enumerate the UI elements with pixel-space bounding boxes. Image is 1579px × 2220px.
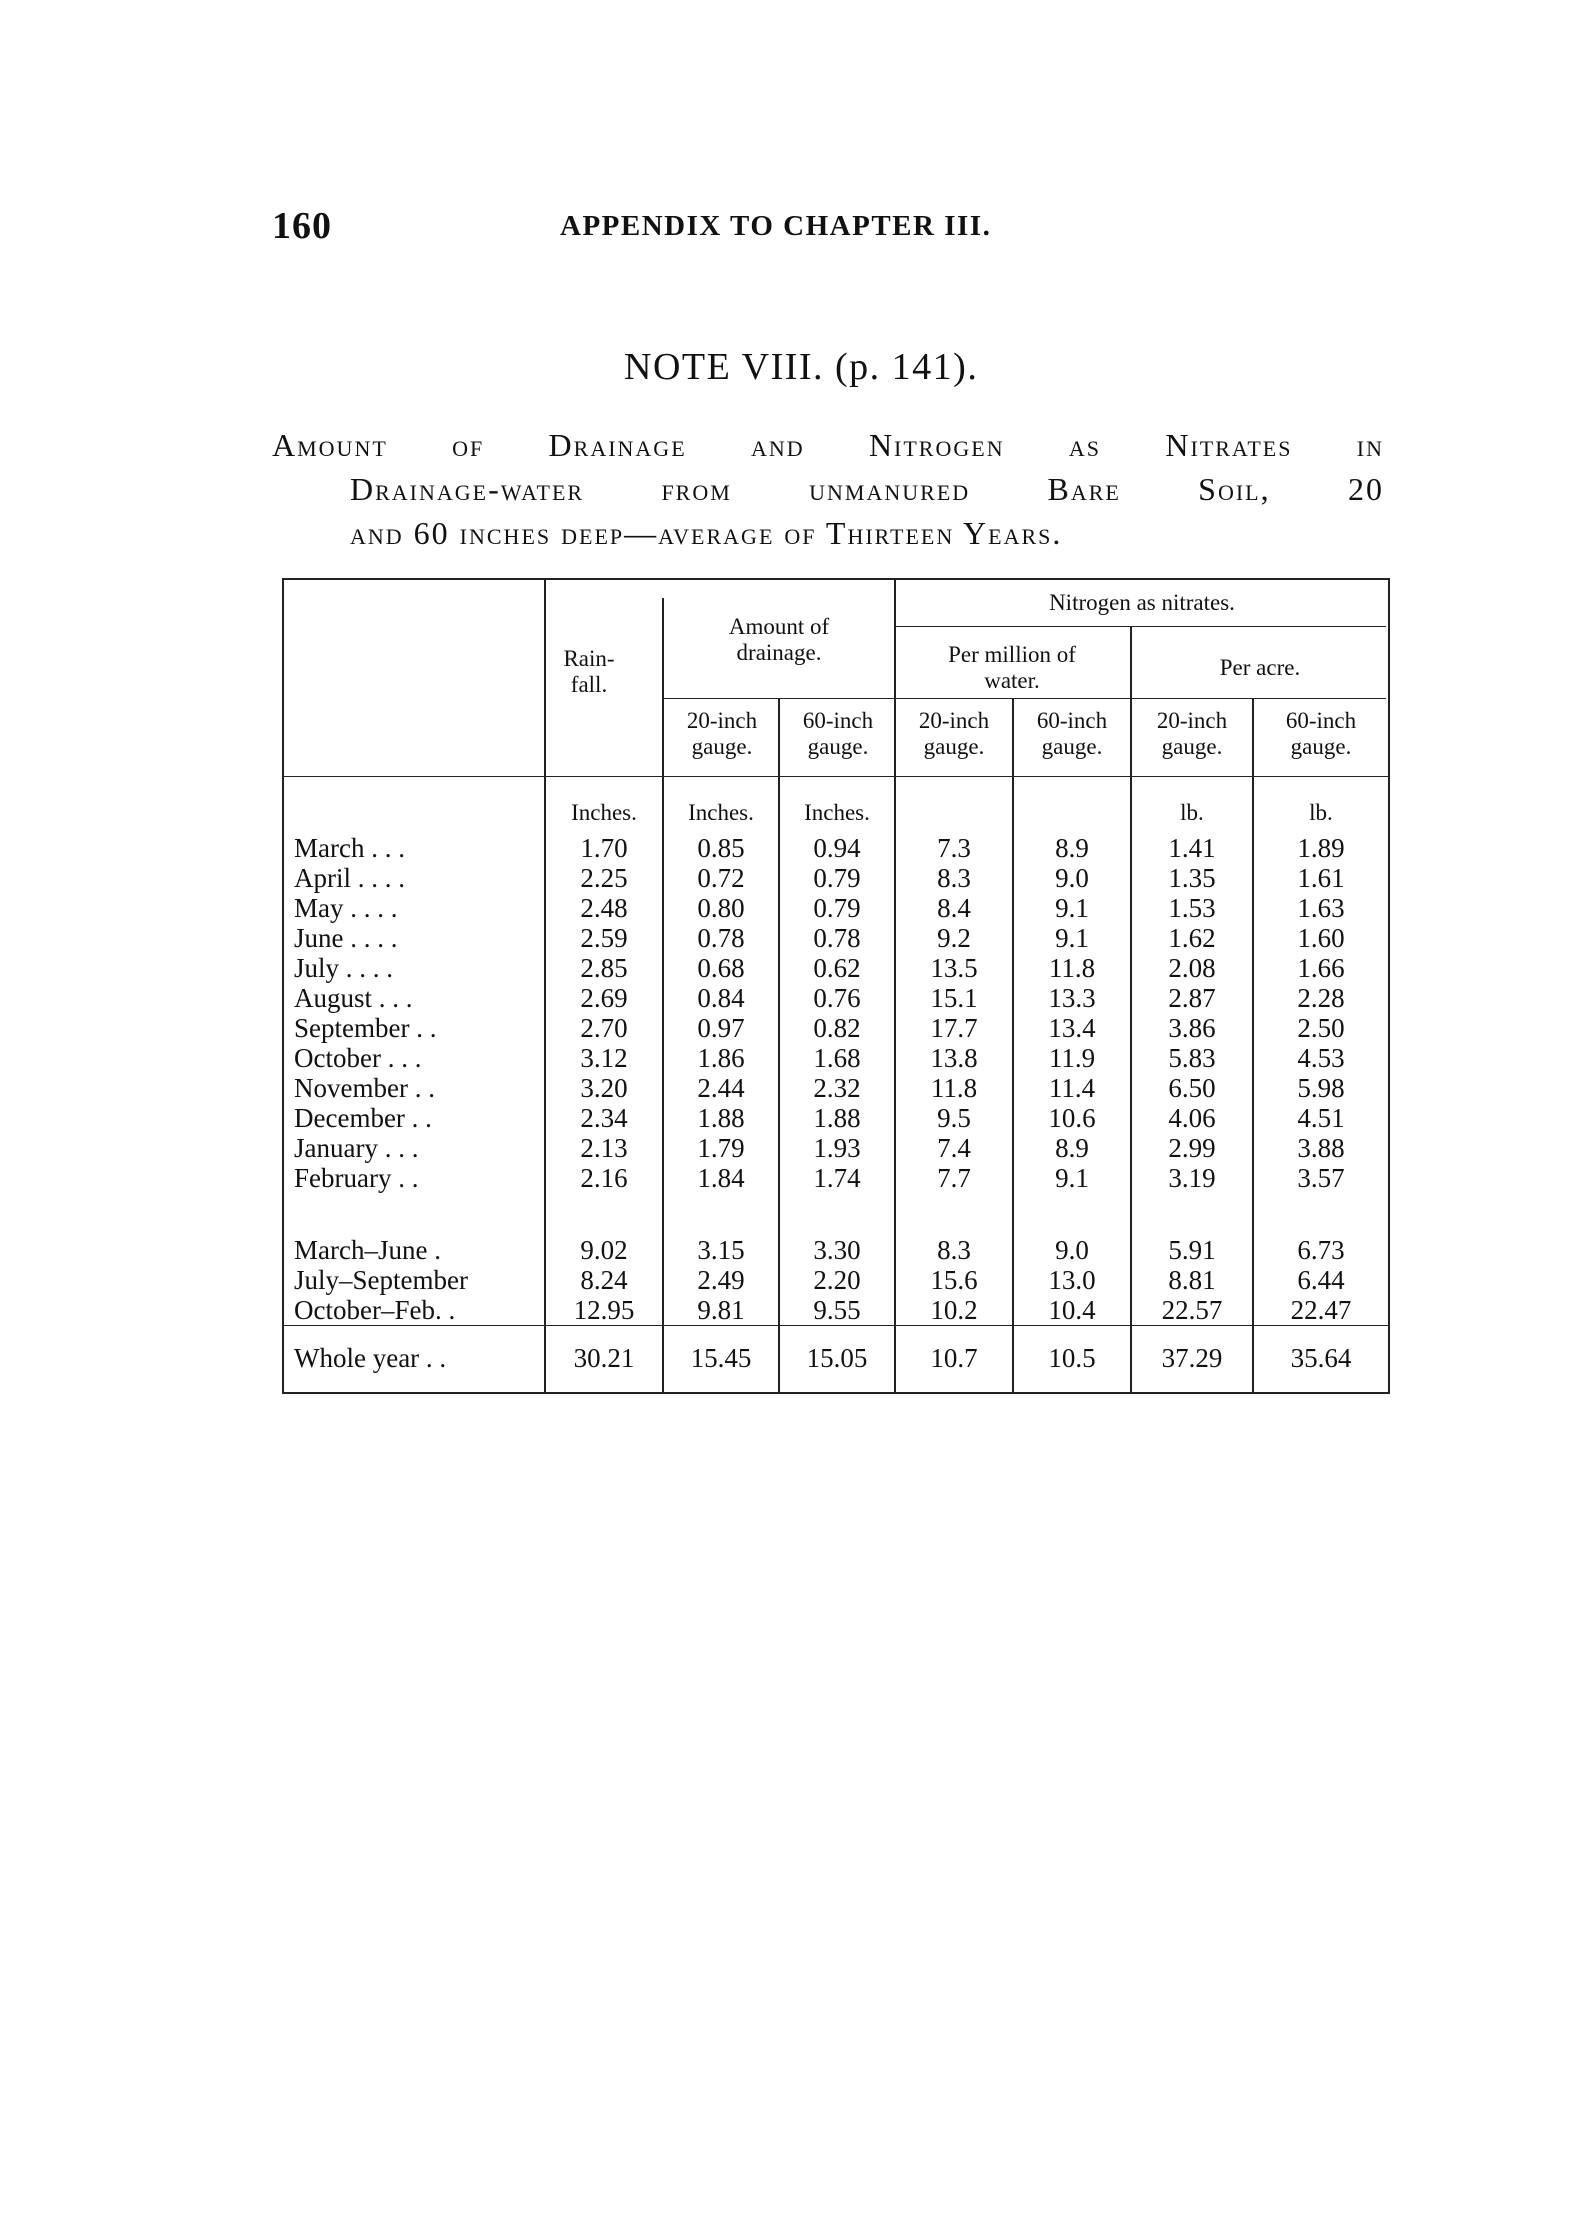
nitrogen-subheader-rule	[894, 626, 1386, 627]
header-acre-60: 60-inch gauge.	[1285, 708, 1357, 759]
row-label: January . . .	[294, 1133, 419, 1163]
cell-a60: 6.73	[1297, 1235, 1345, 1265]
heading-word: 20	[1347, 471, 1384, 507]
cell-d20: 1.88	[697, 1103, 745, 1133]
cell-a60: 3.88	[1297, 1133, 1345, 1163]
cell-d60: 0.76	[813, 983, 861, 1013]
cell-a20: 1.53	[1168, 893, 1216, 923]
cell-a20: 6.50	[1168, 1073, 1216, 1103]
cell-d60: 15.05	[806, 1343, 868, 1373]
row-label: May . . . .	[294, 893, 398, 923]
cell-m60: 9.1	[1055, 893, 1089, 923]
heading-word: Amount	[272, 427, 388, 463]
cell-a20: 3.19	[1168, 1163, 1216, 1193]
cell-d20: 0.97	[697, 1013, 745, 1043]
cell-m60: 9.0	[1055, 1235, 1089, 1265]
cell-rain: 3.12	[580, 1043, 628, 1073]
heading-line-1	[272, 423, 1384, 467]
row-label: March . . .	[294, 833, 405, 863]
heading-word: Soil,	[1198, 471, 1271, 507]
cell-d60: 9.55	[813, 1295, 861, 1325]
cell-m60: 9.0	[1055, 863, 1089, 893]
cell-d20: 0.72	[697, 863, 745, 893]
cell-rain: 8.24	[580, 1265, 628, 1295]
heading-word: Drainage	[548, 427, 687, 463]
cell-a20: 2.87	[1168, 983, 1216, 1013]
cell-m20: 10.7	[930, 1343, 978, 1373]
header-nitrogen: Nitrogen as nitrates.	[1049, 590, 1235, 615]
table-row	[282, 983, 1390, 1013]
cell-m20: 7.7	[937, 1163, 971, 1193]
table-row	[282, 1163, 1390, 1193]
data-table	[282, 578, 1390, 1404]
table-row	[282, 1343, 1390, 1373]
cell-a60: 1.63	[1297, 893, 1345, 923]
row-label: October . . .	[294, 1043, 422, 1073]
unit-acre60: lb.	[1309, 800, 1333, 825]
cell-m60: 11.4	[1048, 1073, 1096, 1103]
cell-a20: 5.91	[1168, 1235, 1216, 1265]
cell-a60: 4.53	[1297, 1043, 1345, 1073]
cell-m60: 11.9	[1048, 1043, 1096, 1073]
heading-word: and	[750, 427, 805, 463]
cell-d20: 2.49	[697, 1265, 745, 1295]
cell-a60: 4.51	[1297, 1103, 1345, 1133]
cell-d60: 0.78	[813, 923, 861, 953]
table-row	[282, 953, 1390, 983]
unit-drain60: Inches.	[804, 800, 870, 825]
cell-d20: 1.79	[697, 1133, 745, 1163]
table-row	[282, 1295, 1390, 1325]
cell-d60: 3.30	[813, 1235, 861, 1265]
heading-word: Nitrogen	[868, 427, 1005, 463]
heading-word: Bare	[1047, 471, 1121, 507]
cell-m60: 8.9	[1055, 1133, 1089, 1163]
cell-d60: 1.88	[813, 1103, 861, 1133]
cell-m60: 13.0	[1048, 1265, 1096, 1295]
row-label: September . .	[294, 1013, 437, 1043]
cell-rain: 2.48	[580, 893, 628, 923]
heading-word: of	[452, 427, 485, 463]
header-drain-60: 60-inch gauge.	[802, 708, 874, 759]
cell-d60: 0.94	[813, 833, 861, 863]
header-drainage: Amount of drainage.	[728, 614, 830, 665]
cell-d60: 0.82	[813, 1013, 861, 1043]
cell-d20: 1.86	[697, 1043, 745, 1073]
cell-d60: 2.20	[813, 1265, 861, 1295]
cell-m20: 13.8	[930, 1043, 978, 1073]
cell-d20: 0.85	[697, 833, 745, 863]
cell-m20: 17.7	[930, 1013, 978, 1043]
cell-m60: 9.1	[1055, 923, 1089, 953]
cell-a60: 5.98	[1297, 1073, 1345, 1103]
unit-acre20: lb.	[1180, 800, 1204, 825]
unit-drain20: Inches.	[688, 800, 754, 825]
table-row	[282, 893, 1390, 923]
page-number: 160	[272, 205, 332, 247]
cell-a20: 3.86	[1168, 1013, 1216, 1043]
heading-line-2	[272, 467, 1384, 511]
cell-rain: 2.13	[580, 1133, 628, 1163]
row-label: June . . . .	[294, 923, 398, 953]
cell-m60: 10.6	[1048, 1103, 1096, 1133]
table-row	[282, 1043, 1390, 1073]
cell-a60: 2.50	[1297, 1013, 1345, 1043]
header-mill-20: 20-inch gauge.	[918, 708, 990, 759]
cell-a20: 2.08	[1168, 953, 1216, 983]
cell-d60: 0.79	[813, 863, 861, 893]
cell-d60: 2.32	[813, 1073, 861, 1103]
cell-m20: 13.5	[930, 953, 978, 983]
row-label: December . .	[294, 1103, 432, 1133]
heading-word: Drainage-water	[350, 471, 585, 507]
cell-m20: 11.8	[930, 1073, 978, 1103]
cell-a20: 2.99	[1168, 1133, 1216, 1163]
cell-d20: 1.84	[697, 1163, 745, 1193]
note-title: NOTE VIII. (p. 141).	[624, 346, 979, 388]
cell-a20: 37.29	[1161, 1343, 1223, 1373]
cell-m60: 13.4	[1048, 1013, 1096, 1043]
header-bottom-rule	[282, 776, 1390, 777]
cell-d20: 2.44	[697, 1073, 745, 1103]
cell-a20: 1.35	[1168, 863, 1216, 893]
cell-a20: 1.62	[1168, 923, 1216, 953]
cell-m20: 8.4	[937, 893, 971, 923]
cell-a20: 4.06	[1168, 1103, 1216, 1133]
cell-a20: 8.81	[1168, 1265, 1216, 1295]
cell-m20: 15.1	[930, 983, 978, 1013]
header-rainfall: Rain-fall.	[563, 646, 615, 697]
cell-a20: 1.41	[1168, 833, 1216, 863]
cell-rain: 2.69	[580, 983, 628, 1013]
unit-rainfall: Inches.	[571, 800, 637, 825]
cell-m20: 8.3	[937, 863, 971, 893]
cell-a60: 6.44	[1297, 1265, 1345, 1295]
cell-d20: 0.80	[697, 893, 745, 923]
cell-rain: 9.02	[580, 1235, 628, 1265]
header-per-acre: Per acre.	[1219, 655, 1301, 680]
cell-d20: 0.84	[697, 983, 745, 1013]
cell-rain: 3.20	[580, 1073, 628, 1103]
table-row	[282, 1013, 1390, 1043]
cell-a60: 1.60	[1297, 923, 1345, 953]
heading-word: from	[661, 471, 732, 507]
cell-rain: 2.85	[580, 953, 628, 983]
cell-a20: 22.57	[1161, 1295, 1223, 1325]
table-row	[282, 1265, 1390, 1295]
header-per-million: Per million of water.	[948, 642, 1076, 693]
running-head: APPENDIX TO CHAPTER III.	[560, 210, 992, 242]
heading-line-3: and 60 inches deep—average of Thirteen Years.	[350, 515, 1063, 551]
cell-m60: 11.8	[1048, 953, 1096, 983]
table-top-rule	[282, 578, 1390, 580]
row-label: April . . . .	[294, 863, 405, 893]
row-label: November . .	[294, 1073, 435, 1103]
cell-rain: 30.21	[573, 1343, 635, 1373]
cell-m20: 9.2	[937, 923, 971, 953]
table-row	[282, 1235, 1390, 1265]
row-label: Whole year . .	[294, 1343, 447, 1373]
cell-m20: 15.6	[930, 1265, 978, 1295]
table-heading	[272, 423, 1384, 555]
row-label: July–September	[294, 1265, 468, 1295]
table-row	[282, 923, 1390, 953]
cell-d60: 0.62	[813, 953, 861, 983]
cell-a60: 1.66	[1297, 953, 1345, 983]
cell-a60: 2.28	[1297, 983, 1345, 1013]
cell-rain: 2.16	[580, 1163, 628, 1193]
cell-d60: 1.74	[813, 1163, 861, 1193]
table-row	[282, 1103, 1390, 1133]
header-drain-20: 20-inch gauge.	[686, 708, 758, 759]
table-row	[282, 1073, 1390, 1103]
row-label: March–June .	[294, 1235, 441, 1265]
cell-m20: 9.5	[937, 1103, 971, 1133]
cell-m60: 8.9	[1055, 833, 1089, 863]
cell-d20: 0.68	[697, 953, 745, 983]
cell-d20: 9.81	[697, 1295, 745, 1325]
row-label: October–Feb. .	[294, 1295, 456, 1325]
cell-rain: 2.34	[580, 1103, 628, 1133]
table-row	[282, 1133, 1390, 1163]
gauge-header-rule	[662, 698, 1386, 699]
cell-m20: 8.3	[937, 1235, 971, 1265]
cell-a20: 5.83	[1168, 1043, 1216, 1073]
cell-m60: 13.3	[1048, 983, 1096, 1013]
table-row	[282, 863, 1390, 893]
cell-d60: 1.93	[813, 1133, 861, 1163]
cell-rain: 2.25	[580, 863, 628, 893]
cell-d20: 0.78	[697, 923, 745, 953]
cell-a60: 1.61	[1297, 863, 1345, 893]
row-label: August . . .	[294, 983, 413, 1013]
cell-rain: 2.59	[580, 923, 628, 953]
cell-d60: 0.79	[813, 893, 861, 923]
table-row	[282, 833, 1390, 863]
cell-d20: 15.45	[690, 1343, 752, 1373]
cell-m20: 7.4	[937, 1133, 971, 1163]
row-label: July . . . .	[294, 953, 394, 983]
heading-word: Nitrates	[1165, 427, 1293, 463]
cell-a60: 22.47	[1290, 1295, 1352, 1325]
cell-rain: 2.70	[580, 1013, 628, 1043]
cell-m60: 9.1	[1055, 1163, 1089, 1193]
heading-word: in	[1356, 427, 1384, 463]
cell-rain: 1.70	[580, 833, 628, 863]
row-label: February . .	[294, 1163, 419, 1193]
cell-m20: 7.3	[937, 833, 971, 863]
heading-word: unmanured	[809, 471, 971, 507]
cell-a60: 1.89	[1297, 833, 1345, 863]
whole-year-rule	[282, 1325, 1390, 1326]
cell-m60: 10.4	[1048, 1295, 1096, 1325]
cell-d60: 1.68	[813, 1043, 861, 1073]
header-acre-20: 20-inch gauge.	[1156, 708, 1228, 759]
cell-d20: 3.15	[697, 1235, 745, 1265]
cell-a60: 35.64	[1290, 1343, 1352, 1373]
cell-rain: 12.95	[573, 1295, 635, 1325]
cell-a60: 3.57	[1297, 1163, 1345, 1193]
table-bottom-rule	[282, 1392, 1390, 1394]
cell-m60: 10.5	[1048, 1343, 1096, 1373]
cell-m20: 10.2	[930, 1295, 978, 1325]
heading-word: as	[1068, 427, 1102, 463]
header-mill-60: 60-inch gauge.	[1036, 708, 1108, 759]
